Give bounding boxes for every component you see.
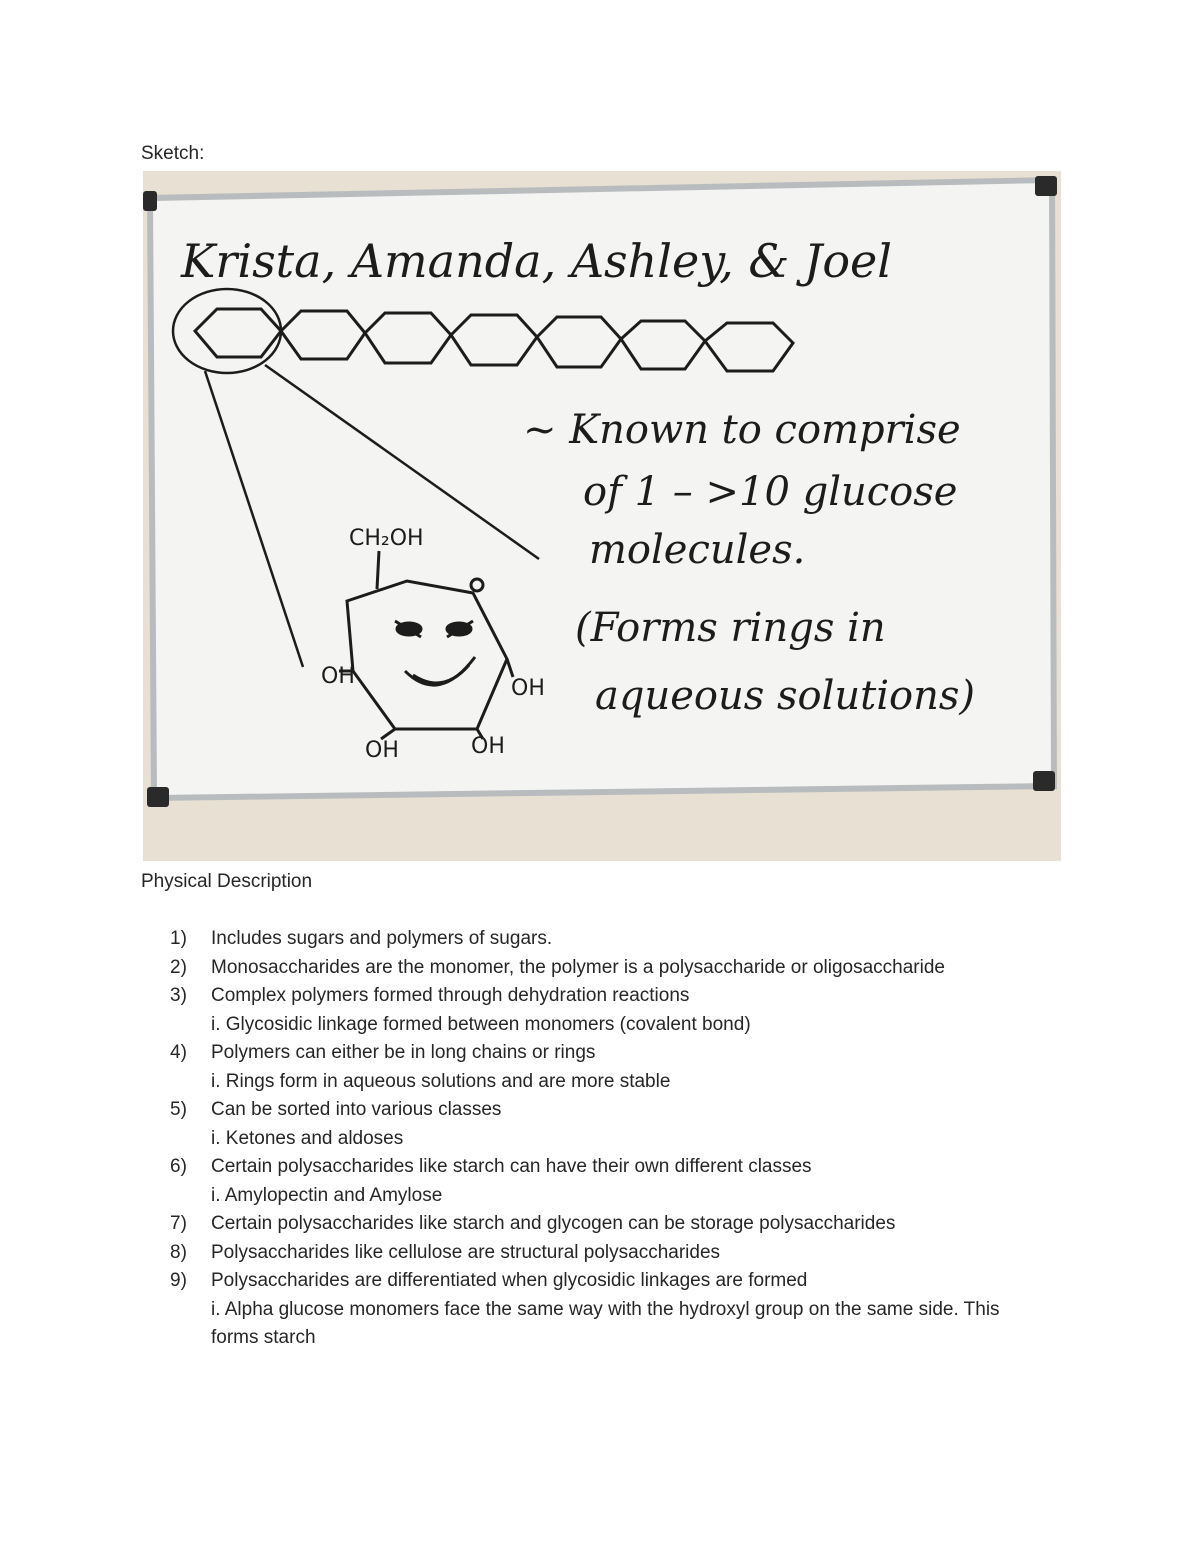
list-item [170, 925, 1050, 954]
list-item-text: Includes sugars and polymers of sugars. [211, 928, 553, 949]
whiteboard-photo [143, 171, 1061, 861]
list-item-number: 7) [170, 1213, 187, 1234]
list-item-text: Can be sorted into various classes [211, 1099, 502, 1120]
list-item [170, 1096, 1050, 1153]
list-item-text: Certain polysaccharides like starch can have their own different classes [211, 1156, 812, 1177]
list-item [170, 954, 1050, 983]
list-item [170, 1153, 1050, 1210]
list-item [170, 1210, 1050, 1239]
board-corner-top-left [143, 191, 157, 211]
note-line: (Forms rings in [575, 605, 886, 651]
list-item-number: 6) [170, 1156, 187, 1177]
list-item-text: Polysaccharides like cellulose are structural polysaccharides [211, 1241, 721, 1263]
whiteboard-names: Krista, Amanda, Ashley, & Joel [181, 234, 892, 288]
list-item [170, 1239, 1050, 1268]
board-corner-bottom-left [147, 787, 169, 807]
list-item-number: 8) [170, 1241, 187, 1263]
note-line: of 1 – >10 glucose [583, 469, 958, 515]
board-corner-bottom-right [1033, 771, 1055, 791]
note-line: molecules. [589, 527, 806, 573]
right-eye [447, 623, 471, 635]
list-item-text: Polymers can either be in long chains or rings [211, 1042, 596, 1063]
list-item-subpoint: i. Glycosidic linkage formed between monomers (covalent bond) [211, 1013, 751, 1035]
list-item-subpoint: i. Alpha glucose monomers face the same way with the hydroxyl group on the same side. This forms starch [211, 1298, 1000, 1348]
list-item-subpoint: i. Rings form in aqueous solutions and are more stable [211, 1070, 671, 1092]
note-line: aqueous solutions) [595, 673, 975, 719]
list-item-subpoint: i. Ketones and aldoses [211, 1127, 404, 1149]
list-item-text: Polysaccharides are differentiated when glycosidic linkages are formed [211, 1270, 808, 1291]
label-oh-right: OH [511, 676, 545, 701]
note-line: ~ Known to comprise [523, 407, 961, 453]
list-item [170, 982, 1050, 1039]
list-item [170, 1039, 1050, 1096]
list-item-number: 4) [170, 1042, 187, 1063]
list-item-subpoint: i. Amylopectin and Amylose [211, 1184, 443, 1206]
list-item [170, 1267, 1050, 1353]
list-item-number: 9) [170, 1270, 187, 1291]
label-oh-bottom-left: OH [365, 738, 399, 763]
label-ch2oh: CH₂OH [349, 526, 424, 551]
board-corner-top-right [1035, 176, 1057, 196]
sketch-label: Sketch: [141, 143, 205, 164]
list-item-text: Certain polysaccharides like starch and glycogen can be storage polysaccharides [211, 1213, 896, 1234]
left-eye [397, 623, 421, 635]
list-item-number: 5) [170, 1099, 187, 1120]
label-oh-left: OH [321, 664, 355, 689]
label-oh-bottom-right: OH [471, 734, 505, 759]
description-list [170, 925, 1050, 1353]
list-item-number: 1) [170, 928, 187, 949]
list-item-number: 3) [170, 985, 187, 1006]
bond-top [377, 551, 379, 589]
list-item-text: Monosaccharides are the monomer, the polymer is a polysaccharide or oligosaccharide [211, 956, 945, 978]
whiteboard-drawing [143, 171, 1061, 861]
list-item-number: 2) [170, 956, 187, 978]
list-item-text: Complex polymers formed through dehydration reactions [211, 985, 690, 1006]
section-title: Physical Description [141, 871, 313, 892]
